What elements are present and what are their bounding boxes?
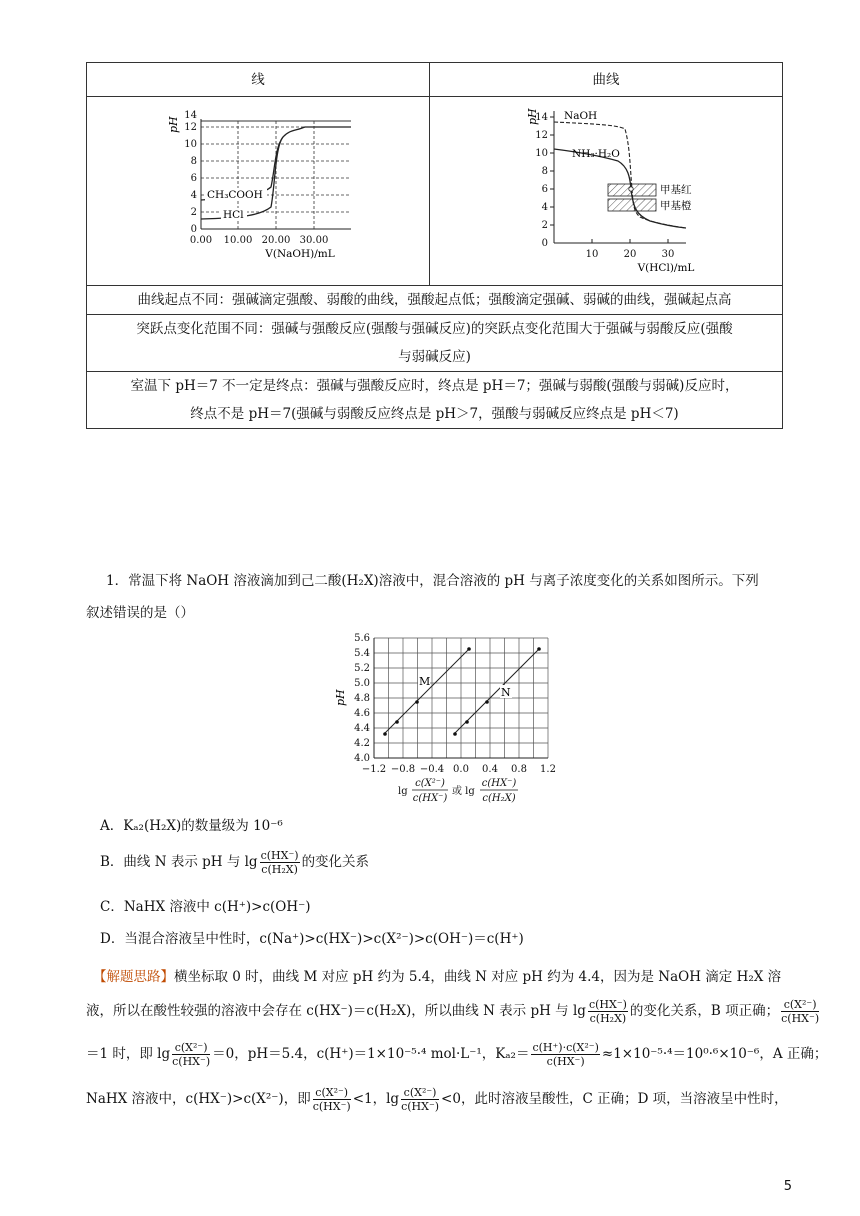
y-tick-label: 4.0 [354, 753, 370, 764]
y-tick-label: 6 [541, 184, 548, 195]
y-tick-label: 5.2 [354, 663, 370, 674]
y-tick-label: 6 [190, 173, 197, 184]
x-axis-or: 或 lg [452, 786, 475, 797]
x-axis-label: V(HCl)/mL [637, 262, 695, 274]
text-line: 突跃点变化范围不同：强碱与强酸反应(强酸与强碱反应)的突跃点变化范围大于强碱与弱酸反应(强酸 [136, 321, 733, 337]
y-tick-label: 8 [541, 166, 548, 177]
analysis-line-3 [86, 1040, 827, 1068]
methyl-red-label: 甲基红 [660, 184, 692, 196]
x-axis-frac1-num: c(X²⁻) [415, 778, 445, 789]
x-tick-label: 0.00 [189, 235, 213, 246]
y-axis-label: pH [167, 116, 180, 133]
table-row-endpoint [87, 372, 783, 429]
y-tick-label: 4 [541, 202, 548, 213]
table-row-jump-range [87, 315, 783, 372]
hcl-label: HCl [223, 209, 244, 221]
fraction: $\frac{\text{c(X²⁻)}}{c(HX^-)}$ [312, 1086, 351, 1113]
x-tick-label: −0.4 [419, 764, 445, 775]
left-chart-cell [87, 97, 430, 286]
x-tick-label: −1.2 [361, 764, 387, 775]
curve-n-label: N [501, 686, 511, 699]
y-tick-label: 14 [184, 110, 197, 121]
x-tick-label: 20 [623, 249, 637, 260]
question-stem: 1．常温下将 NaOH 溶液滴加到己二酸(H₂X)溶液中，混合溶液的 pH 与离子浓度变化的关系如图所示。下列 [106, 573, 759, 589]
x-tick-label: 0.8 [511, 764, 527, 775]
x-tick-label: 10.00 [223, 235, 253, 246]
y-tick-label: 14 [535, 112, 548, 123]
analysis-text: 液，所以在酸性较强的溶液中会存在 c(HX⁻)＝c(H₂X)，所以曲线 N 表示 pH 与 lg [86, 1003, 586, 1019]
x-tick-label: 30.00 [299, 235, 329, 246]
question-stem: 叙述错误的是（） [86, 605, 194, 621]
text-line: 与弱碱反应) [398, 349, 471, 365]
x-axis-lg: lg [398, 786, 408, 797]
analysis-text: <1，lg [352, 1091, 400, 1107]
y-tick-label: 4.4 [354, 723, 370, 734]
analysis-tag: 【解题思路】 [93, 969, 174, 985]
analysis-line-1 [93, 963, 781, 991]
y-tick-label: 5.6 [354, 633, 370, 644]
y-tick-label: 2 [190, 207, 197, 218]
x-axis-frac1-den: c(HX⁻) [412, 793, 448, 804]
text-line: 室温下 pH＝7 不一定是终点：强碱与强酸反应时，终点是 pH＝7；强碱与弱酸(强酸与弱碱)反应时， [130, 378, 739, 394]
fraction: $\frac{c(HX^-)}{\text{c(H₂X)}}$ [260, 849, 299, 876]
x-tick-label: −0.8 [390, 764, 416, 775]
option-d: D．当混合溶液呈中性时，c(Na⁺)>c(HX⁻)>c(X²⁻)>c(OH⁻)＝c(H⁺) [100, 931, 524, 947]
analysis-text: 横坐标取 0 时，曲线 M 对应 pH 约为 5.4，曲线 N 对应 pH 约为 4.4，因为是 NaOH 滴定 H₂X 溶 [174, 969, 782, 985]
analysis-text: ＝0，pH＝5.4，c(H⁺)＝1×10⁻⁵·⁴ mol·L⁻¹，Kₐ₂＝ [212, 1046, 530, 1062]
y-tick-label: 4.2 [354, 738, 370, 749]
y-tick-label: 0 [541, 238, 548, 249]
y-tick-label: 5.0 [354, 678, 370, 689]
y-tick-label: 0 [190, 224, 197, 235]
y-tick-label: 12 [184, 122, 197, 133]
naoh-label: NaOH [564, 110, 598, 122]
analysis-text: NaHX 溶液中，c(HX⁻)>c(X²⁻)，即 [86, 1091, 311, 1107]
y-axis-label: pH [526, 108, 539, 125]
y-tick-label: 5.4 [354, 648, 370, 659]
option-b-text: B．曲线 N 表示 pH 与 lg [100, 854, 258, 870]
y-tick-label: 8 [190, 156, 197, 167]
y-tick-label: 4 [190, 190, 197, 201]
analysis-text: <0，此时溶液呈酸性，C 正确；D 项，当溶液呈中性时， [441, 1091, 788, 1107]
fraction: $\frac{\text{c(X²⁻)}}{c(HX^-)}$ [401, 1086, 440, 1113]
y-tick-label: 4.6 [354, 708, 370, 719]
table-row-start-point: 曲线起点不同：强碱滴定强酸、弱酸的曲线，强酸起点低；强酸滴定强碱、弱碱的曲线，强碱起点高 [87, 286, 783, 315]
acetic-acid-label: CH₃COOH [207, 189, 263, 201]
fraction: $\frac{c(HX^-)}{\text{c(H₂X)}}$ [588, 998, 627, 1025]
x-tick-label: 10 [585, 249, 599, 260]
x-axis-label: V(NaOH)/mL [265, 248, 335, 260]
analysis-line-4 [86, 1085, 788, 1113]
text-line: 终点不是 pH＝7(强碱与弱酸反应终点是 pH＞7，强酸与弱碱反应终点是 pH＜7) [190, 406, 679, 422]
analysis-text: ＝1 时，即 lg [86, 1046, 171, 1062]
curve-m-label: M [419, 675, 431, 688]
x-axis-frac2-num: c(HX⁻) [481, 778, 517, 789]
option-c: C．NaHX 溶液中 c(H⁺)>c(OH⁻) [100, 899, 311, 915]
option-b-text: 的变化关系 [301, 854, 370, 870]
option-a: A．Kₐ₂(H₂X)的数量级为 10⁻⁶ [100, 818, 283, 834]
y-tick-label: 12 [535, 130, 548, 141]
table-header-line: 线 [87, 63, 430, 97]
right-chart-cell [430, 97, 783, 286]
x-tick-label: 1.2 [540, 764, 556, 775]
analysis-text: ≈1×10⁻⁵·⁴＝10⁰·⁶×10⁻⁶，A 正确； [601, 1046, 828, 1062]
y-axis-label: pH [334, 689, 347, 706]
x-tick-label: 0.4 [482, 764, 498, 775]
y-tick-label: 2 [541, 220, 548, 231]
x-tick-label: 30 [661, 249, 675, 260]
methyl-orange-label: 甲基橙 [660, 200, 692, 212]
x-axis-frac2-den: c(H₂X) [482, 793, 516, 804]
option-b [100, 848, 369, 876]
comparison-table [86, 62, 783, 429]
hcl-titration-chart [436, 97, 776, 275]
analysis-line-2 [86, 997, 821, 1025]
fraction: $\frac{\text{c(X²⁻)}}{c(HX^-)}$ [172, 1041, 211, 1068]
x-tick-label: 0.0 [453, 764, 469, 775]
y-tick-label: 10 [184, 139, 197, 150]
fraction: $\frac{\text{c(X²⁻)}}{c(HX^-)}$ [781, 998, 820, 1025]
y-tick-label: 4.8 [354, 693, 370, 704]
table-header-curve: 曲线 [430, 63, 783, 97]
nh3-label: NH₃·H₂O [572, 148, 620, 160]
x-tick-label: 20.00 [261, 235, 291, 246]
page-number: 5 [783, 1179, 792, 1194]
ph-lg-chart [320, 628, 570, 810]
naoh-titration-chart [93, 97, 423, 275]
y-tick-label: 10 [535, 148, 548, 159]
analysis-text: 的变化关系，B 项正确； [629, 1003, 780, 1019]
fraction: $\frac{\text{c(H⁺)·c(X²⁻)}}{c(HX^-)}$ [532, 1041, 599, 1068]
